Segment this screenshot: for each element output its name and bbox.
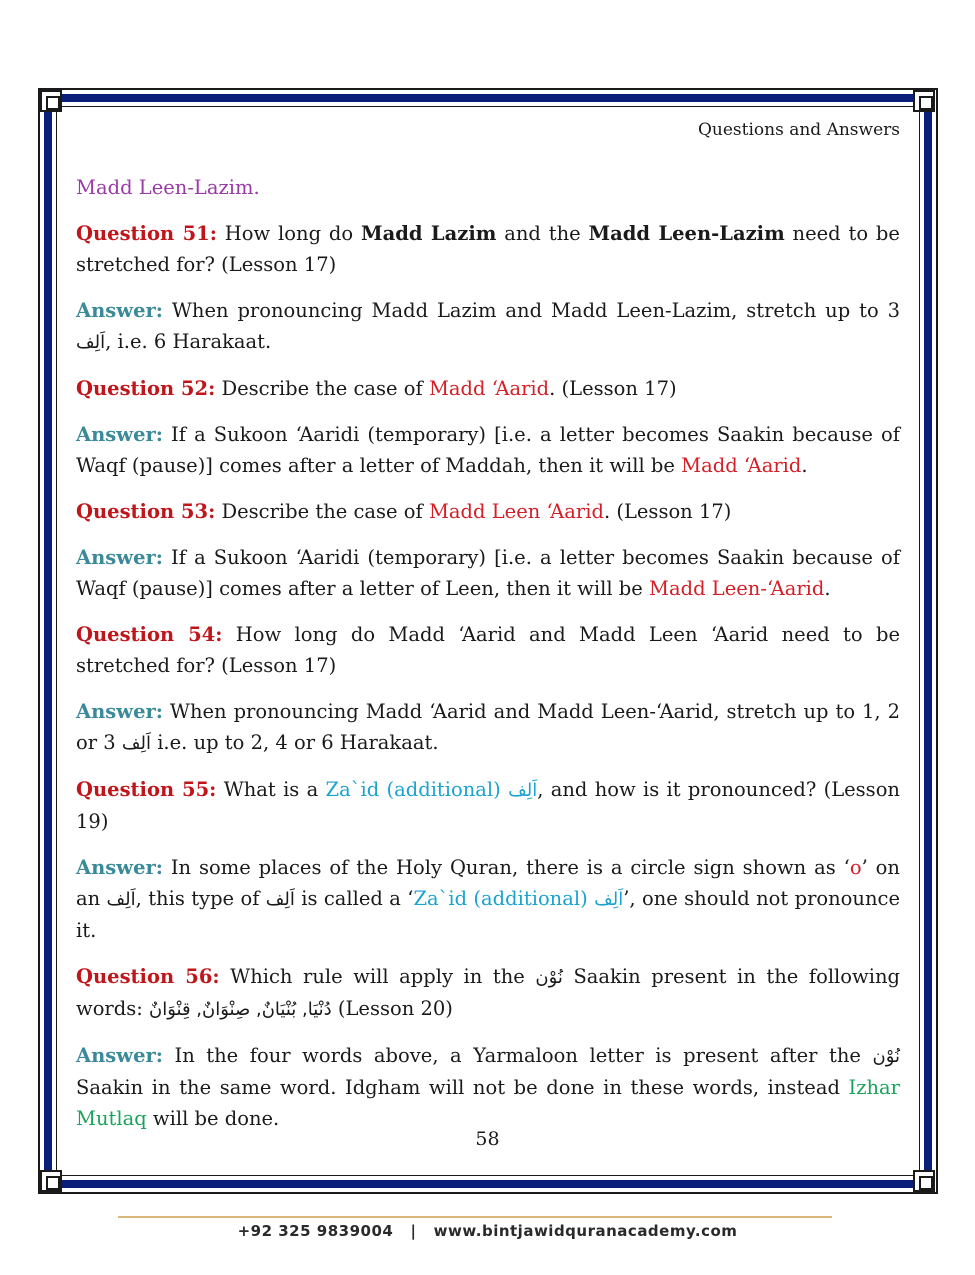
corner-ornament-top-right [913,90,935,112]
question-label: Question 54: [76,623,223,646]
lead-paragraph [76,172,900,203]
text: How long do Madd ‘Aarid and Madd Leen ‘Aarid need to be stretched for? (Lesson 17) [76,623,900,677]
answer-label: Answer: [76,423,163,446]
corner-ornament-bottom-right [913,1170,935,1192]
question-54 [76,619,900,681]
page-number: 58 [475,1128,500,1150]
text: need to be stretched for? (Lesson 17) [76,222,900,276]
text: When pronouncing Madd ‘Aarid and Madd Leen-‘Aarid, stretch up to 1, 2 or 3 [76,700,900,754]
arabic-text: اَلِف [121,733,151,754]
answer-52 [76,419,900,481]
question-53 [76,496,900,527]
text: If a Sukoon ‘Aaridi (temporary) [i.e. a letter becomes Saakin because of Waqf (pause)] comes after a letter of Maddah, then it will be [76,423,900,477]
arabic-text: اَلِف [508,780,538,801]
text: Describe the case of [215,377,429,400]
text: In some places of the Holy Quran, there is a circle sign shown as ‘ [162,856,850,879]
text: . [801,454,808,477]
text: Saakin present in the following words: [76,965,900,1020]
text: What is a [216,778,326,801]
arabic-words: دُنْيَا, بُنْيَانٌ, صِنْوَانٌ, قِنْوَانٌ [149,999,332,1020]
answer-54 [76,696,900,759]
footer-contact: +92 325 9839004 | www.bintjawidquranacademy.com [237,1222,738,1240]
text: , this type of [135,887,266,910]
footer-divider [118,1216,832,1218]
text: ’ on an [76,856,900,910]
question-label: Question 55: [76,778,217,801]
highlight: Madd ‘Aarid [428,377,550,400]
text: will be done. [146,1107,280,1130]
text: i.e. up to 2, 4 or 6 Harakaat. [151,731,439,754]
corner-ornament-bottom-left [40,1170,62,1192]
text: . (Lesson 17) [603,500,732,523]
text: In the four words above, a Yarmaloon letter is present after the [162,1044,873,1067]
arabic-text: اَلِف [265,889,295,910]
text: , and how is it pronounced? (Lesson 19) [76,778,900,833]
arabic-text: نُوْن [535,967,563,988]
lead-text: Madd Leen-Lazim. [76,176,260,199]
answer-55 [76,852,900,946]
text: and the [496,222,589,245]
question-label: Question 56: [76,965,220,988]
highlight: Za`id (additional) [413,887,595,910]
highlight: Madd ‘Aarid [681,454,802,477]
text: Which rule will apply in the [219,965,536,988]
highlight: Madd Leen ‘Aarid [428,500,604,523]
text: Saakin in the same word. Idgham will not be done in these words, instead [76,1076,849,1099]
text: . [824,577,831,600]
text: , i.e. 6 Harakaat. [105,330,272,353]
question-52 [76,373,900,404]
arabic-text: اَلِف [594,889,624,910]
text: is called a ‘ [294,887,414,910]
answer-label: Answer: [76,856,163,879]
text: When pronouncing Madd Lazim and Madd Leen-Lazim, stretch up to 3 [162,299,900,322]
running-header: Questions and Answers [697,120,900,140]
highlight: Za`id (additional) [325,778,509,801]
question-56 [76,961,900,1025]
answer-label: Answer: [76,1044,163,1067]
highlight: Madd Leen-‘Aarid [649,577,825,600]
question-label: Question 51: [76,222,217,245]
text: How long do [216,222,361,245]
answer-label: Answer: [76,546,163,569]
answer-label: Answer: [76,299,163,322]
highlight: Izhar Mutlaq [76,1076,900,1130]
question-label: Question 52: [76,377,216,400]
answer-label: Answer: [76,700,163,723]
arabic-text: اَلِف [76,332,106,353]
arabic-text: اَلِف [106,889,136,910]
question-51 [76,218,900,280]
answer-51 [76,295,900,358]
term: Madd Leen-Lazim [588,222,785,245]
text: ’, one should not pronounce it. [76,887,901,942]
circle-sign: o [849,856,862,879]
text: If a Sukoon ‘Aaridi (temporary) [i.e. a letter becomes Saakin because of Waqf (pause)] comes after a letter of Leen, then it will be [76,546,900,600]
question-55 [76,774,900,837]
corner-ornament-top-left [40,90,62,112]
text: . (Lesson 17) [549,377,677,400]
text: (Lesson 20) [331,997,453,1020]
arabic-text: نُوْن [872,1046,900,1067]
question-label: Question 53: [76,500,216,523]
qa-content [76,172,900,1149]
term: Madd Lazim [360,222,497,245]
answer-53 [76,542,900,604]
text: Describe the case of [215,500,429,523]
answer-56 [76,1040,900,1134]
